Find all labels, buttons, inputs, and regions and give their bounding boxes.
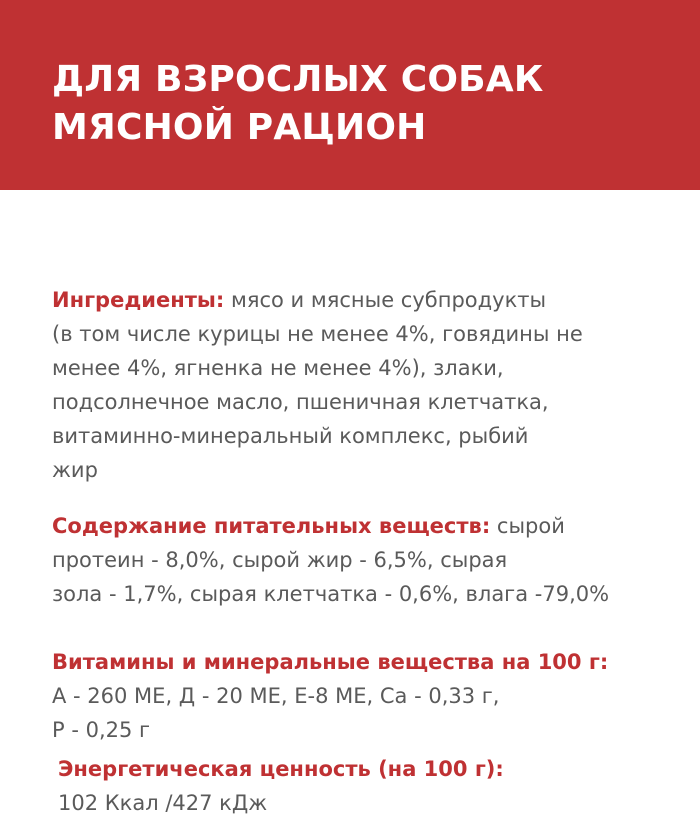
ingredients-text: мясо и мясные субпродукты [224, 288, 547, 312]
ingredients-section [52, 283, 682, 487]
energy-label: Энергетическая ценность (на 100 г): [58, 757, 504, 781]
nutrients-line-1 [52, 509, 682, 543]
ingredients-line-3: менее 4%, ягненка не менее 4%), злаки, [52, 356, 504, 380]
vitamins-line-2: Р - 0,25 г [52, 718, 151, 742]
ingredients-line-5: витаминно-минеральный комплекс, рыбий [52, 424, 529, 448]
header-banner [0, 0, 700, 190]
vitamins-line-1: А - 260 МЕ, Д - 20 МЕ, Е-8 МЕ, Са - 0,33 г, [52, 684, 500, 708]
title-line-2: МЯСНОЙ РАЦИОН [52, 107, 427, 148]
nutrients-line-2: протеин - 8,0%, сырой жир - 6,5%, сырая [52, 548, 508, 572]
ingredients-line-4: подсолнечное масло, пшеничная клетчатка, [52, 390, 549, 414]
nutrients-text: сырой [490, 514, 565, 538]
nutrients-label: Содержание питательных веществ: [52, 514, 491, 538]
nutrients-section [52, 509, 682, 611]
vitamins-section [52, 645, 682, 747]
ingredients-line-2: (в том числе курицы не менее 4%, говядины не [52, 322, 583, 346]
energy-section [58, 752, 688, 820]
ingredients-label: Ингредиенты: [52, 288, 225, 312]
ingredients-line-6: жир [52, 458, 98, 482]
vitamins-label: Витамины и минеральные вещества на 100 г: [52, 650, 609, 674]
energy-line-1: 102 Ккал /427 кДж [58, 791, 268, 815]
nutrients-line-3: зола - 1,7%, сырая клетчатка - 0,6%, влага -79,0% [52, 582, 610, 606]
ingredients-line-1 [52, 283, 682, 317]
title-line-1: ДЛЯ ВЗРОСЛЫХ СОБАК [52, 59, 544, 100]
